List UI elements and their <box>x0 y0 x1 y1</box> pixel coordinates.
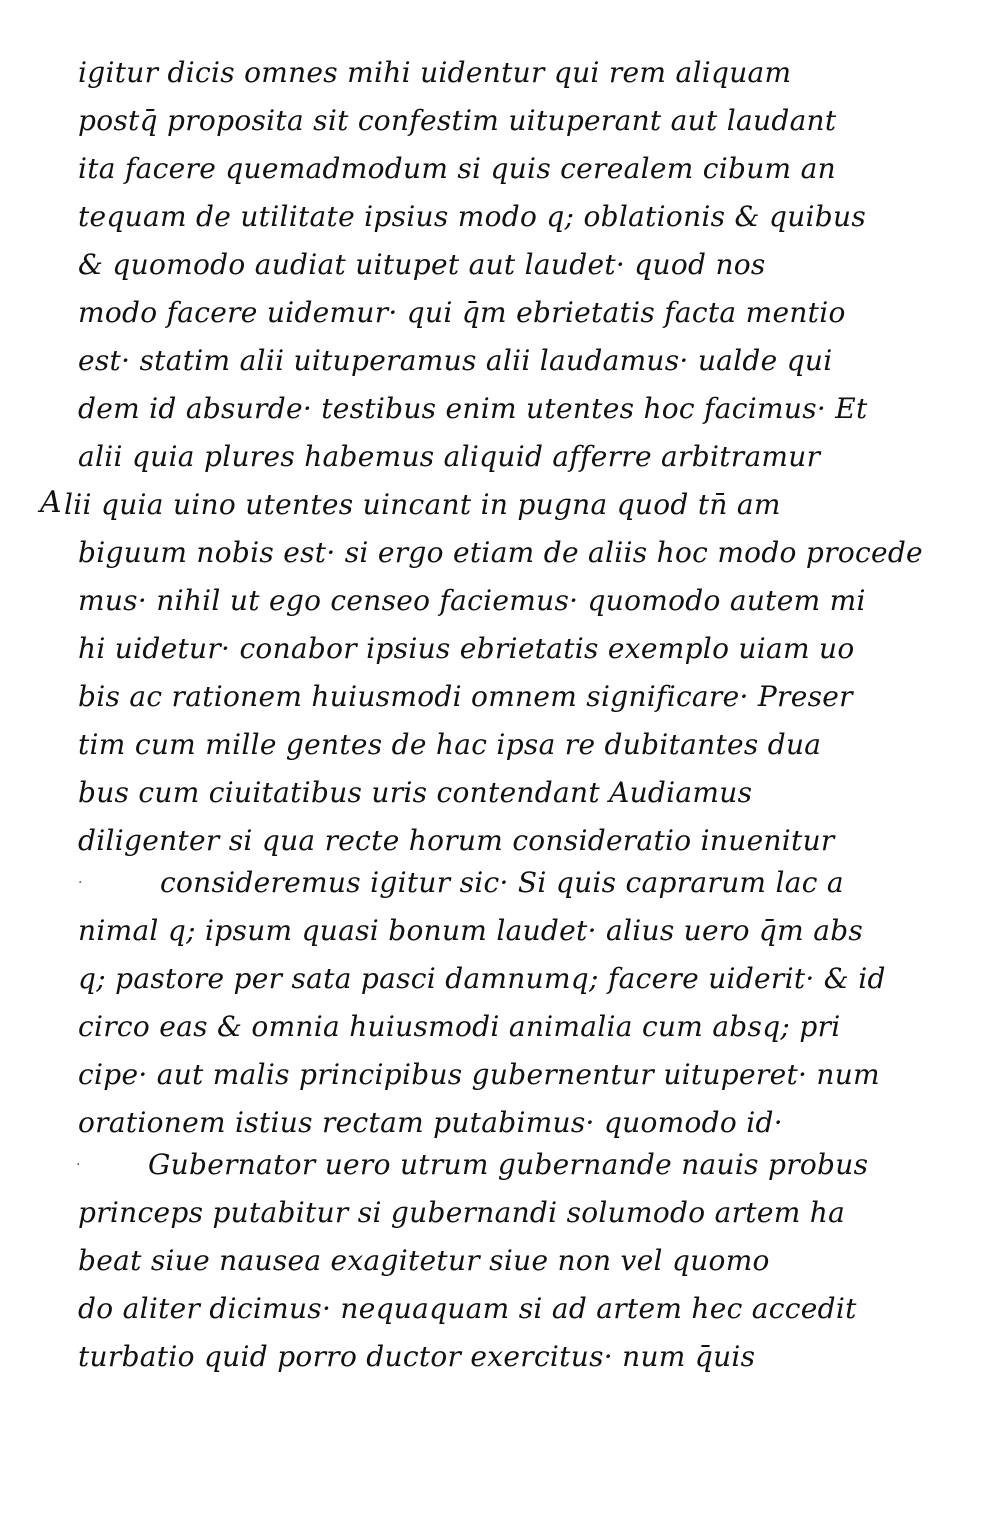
manuscript-line: mus· nihil ut ego censeo faciemus· quomodo autem mi <box>78 584 866 617</box>
manuscript-line: hi uidetur· conabor ipsius ebrietatis exemplo uiam uo <box>78 632 855 665</box>
manuscript-line: diligenter si qua recte horum consideratio inuenitur <box>78 824 835 857</box>
manuscript-line: do aliter dicimus· nequaquam si ad artem hec accedit <box>78 1292 857 1325</box>
marginal-initial-letter: A <box>40 485 62 520</box>
manuscript-line: dem id absurde· testibus enim utentes hoc facimus· Et <box>78 392 868 425</box>
manuscript-line: lii quia uino utentes uincant in pugna quod tn̄ am <box>64 488 781 521</box>
manuscript-line: circo eas & omnia huiusmodi animalia cum absq; pri <box>78 1010 841 1043</box>
manuscript-line: princeps putabitur si gubernandi solumodo artem ha <box>78 1196 846 1229</box>
manuscript-line: ita facere quemadmodum si quis cerealem cibum an <box>78 152 836 185</box>
manuscript-line: turbatio quid porro ductor exercitus· num q̄uis <box>78 1340 756 1373</box>
manuscript-line: nimal q; ipsum quasi bonum laudet· alius uero q̄m abs <box>78 914 864 947</box>
manuscript-line: & quomodo audiat uitupet aut laudet· quod nos <box>78 248 766 281</box>
manuscript-line: tequam de utilitate ipsius modo q; oblationis & quibus <box>78 200 867 233</box>
manuscript-line: postq̄ proposita sit confestim uituperant aut laudant <box>78 104 837 137</box>
paragraph-mark-icon: · <box>76 1157 81 1173</box>
paragraph-mark-icon: · <box>78 875 83 891</box>
manuscript-line: q; pastore per sata pasci damnumq; facere uiderit· & id <box>78 962 886 995</box>
manuscript-line: modo facere uidemur· qui q̄m ebrietatis facta mentio <box>78 296 846 329</box>
manuscript-line: consideremus igitur sic· Si quis caprarum lac a <box>160 866 844 899</box>
manuscript-line: Gubernator uero utrum gubernande nauis probus <box>148 1148 869 1181</box>
manuscript-line: beat siue nausea exagitetur siue non vel quomo <box>78 1244 770 1277</box>
manuscript-line: bis ac rationem huiusmodi omnem significare· Preser <box>78 680 853 713</box>
manuscript-line: est· statim alii uituperamus alii laudamus· ualde qui <box>78 344 833 377</box>
manuscript-line: bus cum ciuitatibus uris contendant Audiamus <box>78 776 753 809</box>
manuscript-line: cipe· aut malis principibus gubernentur uituperet· num <box>78 1058 880 1091</box>
manuscript-line: biguum nobis est· si ergo etiam de aliis hoc modo procede <box>78 536 923 569</box>
manuscript-line: tim cum mille gentes de hac ipsa re dubitantes dua <box>78 728 822 761</box>
manuscript-line: igitur dicis omnes mihi uidentur qui rem aliquam <box>78 56 792 89</box>
manuscript-line: orationem istius rectam putabimus· quomodo id· <box>78 1106 783 1139</box>
manuscript-line: alii quia plures habemus aliquid afferre arbitramur <box>78 440 821 473</box>
